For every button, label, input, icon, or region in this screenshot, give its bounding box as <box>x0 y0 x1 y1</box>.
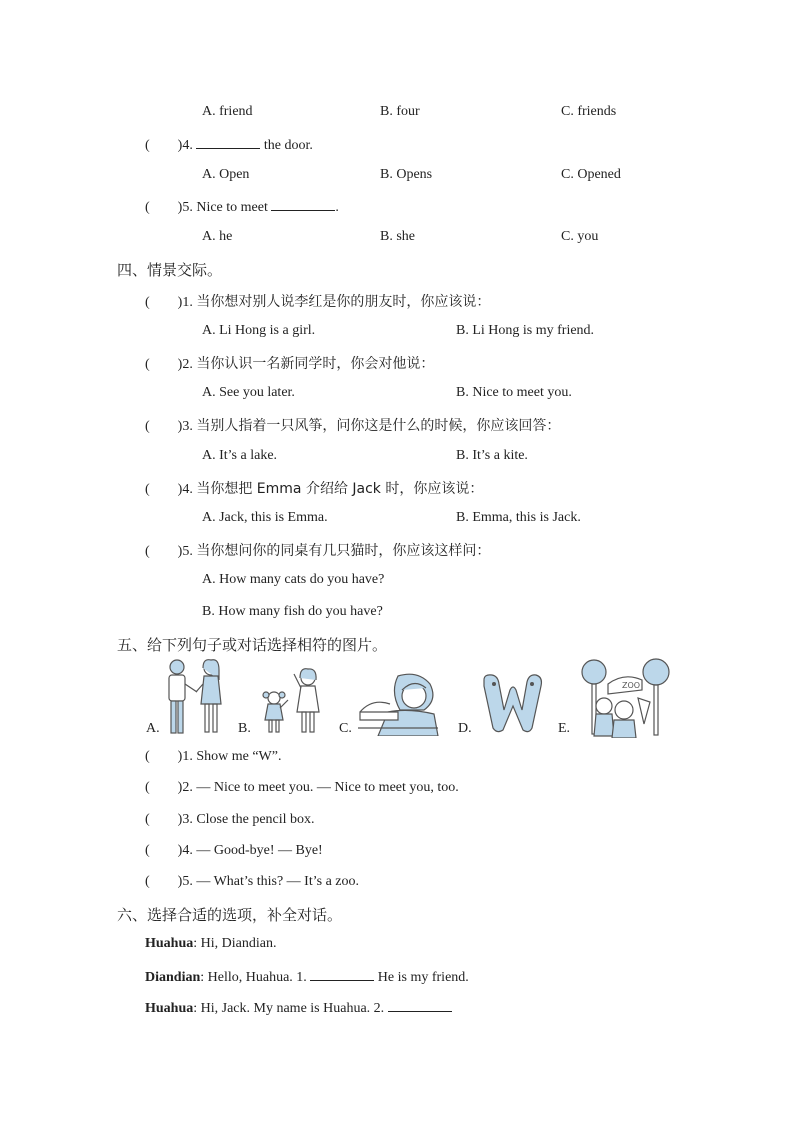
zoo-picture <box>578 658 672 738</box>
handshake-picture <box>163 658 229 738</box>
fill-blank-1[interactable] <box>310 968 374 981</box>
section-5-title: 五、给下列句子或对话选择相符的图片。 <box>117 636 388 654</box>
option-q4-c: C. Opened <box>561 167 621 182</box>
option-q5-a: A. he <box>202 229 233 244</box>
goodbye-picture <box>260 664 328 736</box>
answer-paren[interactable]: ( <box>145 843 150 858</box>
speaker-name: Huahua <box>145 1001 194 1016</box>
option-q3-b: B. four <box>380 104 420 119</box>
letter-w-picture <box>480 672 546 736</box>
option-q5-b: B. she <box>380 229 415 244</box>
answer-paren[interactable]: ( <box>145 544 150 559</box>
picture-label-e: E. <box>558 721 571 736</box>
question-5-3: ( )3. Close the pencil box. <box>145 812 315 827</box>
option-4-1-a: A. Li Hong is a girl. <box>202 323 316 338</box>
option-4-3-b: B. It’s a kite. <box>456 448 528 463</box>
answer-paren[interactable]: ( <box>145 749 150 764</box>
option-q4-b: B. Opens <box>380 167 433 182</box>
question-4-4: ( )4. 当你想把 Emma 介绍给 Jack 时，你应该说： <box>145 481 484 497</box>
fill-blank-2[interactable] <box>388 999 452 1012</box>
option-4-4-a: A. Jack, this is Emma. <box>202 510 328 525</box>
zoo-sign: ZOO <box>622 681 641 690</box>
option-q5-c: C. you <box>561 229 599 244</box>
question-4-1: ( )1. 当你想对别人说李红是你的朋友时，你应该说： <box>145 294 491 310</box>
picture-label-a: A. <box>146 721 160 736</box>
answer-paren[interactable]: ( <box>145 812 150 827</box>
question-3-4: ( )4. the door. <box>145 138 313 153</box>
answer-paren[interactable]: ( <box>145 419 150 434</box>
speaker-name: Huahua <box>145 936 194 951</box>
option-4-4-b: B. Emma, this is Jack. <box>456 510 581 525</box>
question-4-3: ( )3. 当别人指着一只风筝，问你这是什么的时候，你应该回答： <box>145 418 561 434</box>
section-6-title: 六、选择合适的选项，补全对话。 <box>117 906 343 924</box>
dialogue-line-3: Huahua: Hi, Jack. My name is Huahua. 2. <box>145 999 452 1017</box>
question-4-2: ( )2. 当你认识一名新同学时，你会对他说： <box>145 356 435 372</box>
option-4-5-b: B. How many fish do you have? <box>202 604 383 619</box>
speaker-name: Diandian <box>145 970 201 985</box>
picture-label-b: B. <box>238 721 251 736</box>
dialogue-line-1: Huahua: Hi, Diandian. <box>145 936 277 951</box>
answer-paren[interactable]: ( <box>145 295 150 310</box>
question-5-5: ( )5. — What’s this? — It’s a zoo. <box>145 874 359 889</box>
option-q3-c: C. friends <box>561 104 617 119</box>
dialogue-line-2: Diandian: Hello, Huahua. 1. He is my friend. <box>145 970 469 985</box>
option-4-3-a: A. It’s a lake. <box>202 448 278 463</box>
pencil-box-picture <box>358 672 440 736</box>
question-5-4: ( )4. — Good-bye! — Bye! <box>145 843 323 858</box>
section-4-title: 四、情景交际。 <box>117 261 223 279</box>
fill-blank[interactable] <box>271 198 335 211</box>
answer-paren[interactable]: ( <box>145 200 150 215</box>
option-4-2-b: B. Nice to meet you. <box>456 385 572 400</box>
answer-paren[interactable]: ( <box>145 874 150 889</box>
question-4-5: ( )5. 当你想问你的同桌有几只猫时，你应该这样问： <box>145 543 491 559</box>
question-3-5: ( )5. Nice to meet . <box>145 200 339 215</box>
picture-label-c: C. <box>339 721 352 736</box>
question-5-2: ( )2. — Nice to meet you. — Nice to meet you, too. <box>145 780 459 795</box>
answer-paren[interactable]: ( <box>145 482 150 497</box>
option-4-1-b: B. Li Hong is my friend. <box>456 323 595 338</box>
option-q3-a: A. friend <box>202 104 253 119</box>
option-q4-a: A. Open <box>202 167 250 182</box>
option-4-5-a: A. How many cats do you have? <box>202 572 385 587</box>
answer-paren[interactable]: ( <box>145 138 150 153</box>
answer-paren[interactable]: ( <box>145 780 150 795</box>
answer-paren[interactable]: ( <box>145 357 150 372</box>
fill-blank[interactable] <box>196 136 260 149</box>
picture-label-d: D. <box>458 721 472 736</box>
question-5-1: ( )1. Show me “W”. <box>145 749 282 764</box>
option-4-2-a: A. See you later. <box>202 385 295 400</box>
